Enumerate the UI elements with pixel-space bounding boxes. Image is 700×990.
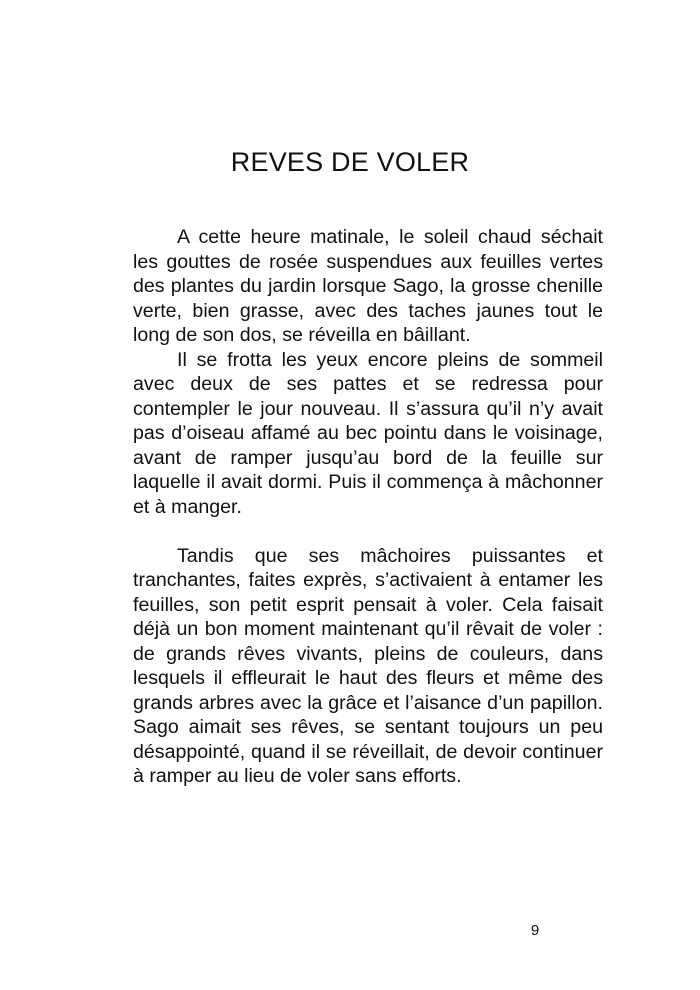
page-number: 9	[530, 922, 540, 939]
paragraph-1: A cette heure matinale, le soleil chaud séchait les gouttes de rosée suspendues aux feuilles vertes des plantes du jardin lorsque Sago, la grosse chenille verte, bien grasse, avec des taches jaunes tout le long de son dos, se réveilla en bâillant.	[133, 226, 603, 346]
body-text	[133, 225, 603, 789]
chapter-title: REVES DE VOLER	[230, 147, 470, 177]
paragraph-3: Tandis que ses mâchoires puissantes et tranchantes, faites exprès, s’activaient à entamer les feuilles, son petit esprit pensait à voler. Cela faisait déjà un bon moment maintenant qu’il rêvait de voler : de grands rêves vivants, pleins de couleurs, dans lesquels il effleurait le haut des fleurs et même des grands arbres avec la grâce et l’aisance d’un papillon. Sago aimait ses rêves, se sentant toujours un peu désappointé, quand il se réveillait, de devoir continuer à ramper au lieu de voler sans efforts.	[133, 544, 603, 787]
paragraph-2: Il se frotta les yeux encore pleins de sommeil avec deux de ses pattes et se redressa pour contempler le jour nouveau. Il s’assura qu’il n’y avait pas d’oiseau affamé au bec pointu dans le voisinage, avant de ramper jusqu’au bord de la feuille sur laquelle il avait dormi. Puis il commença à mâchonner et à manger.	[133, 348, 603, 518]
